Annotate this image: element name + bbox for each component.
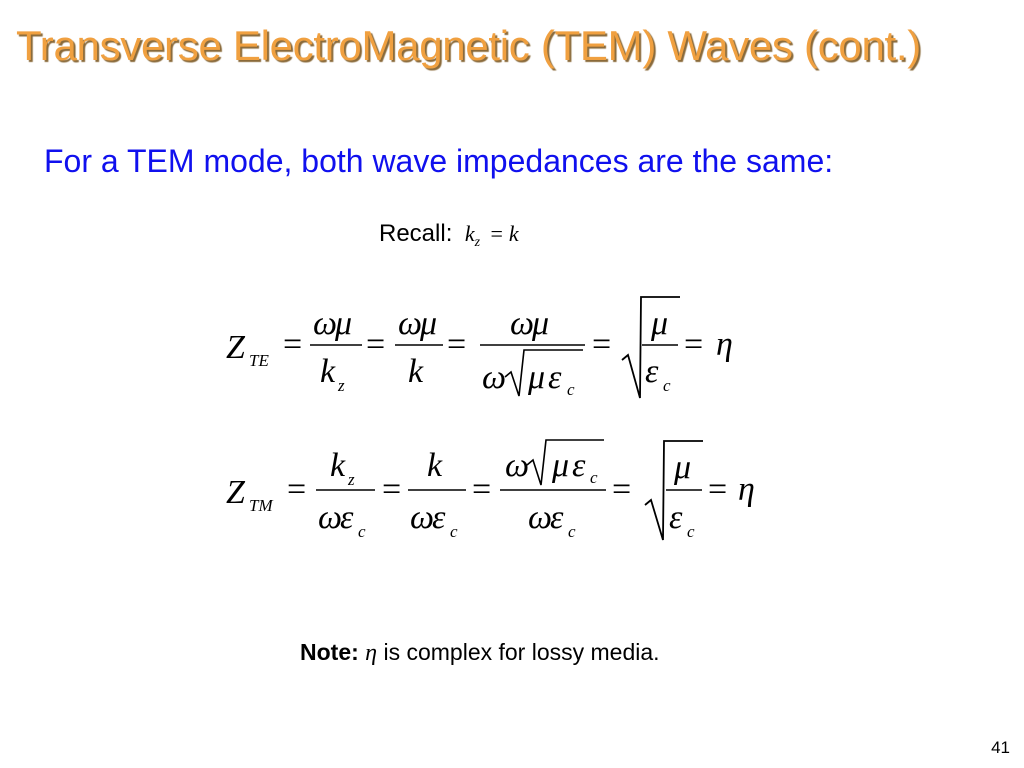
ztm-equals-2: =	[382, 471, 402, 508]
recall-equation	[379, 220, 519, 248]
recall-k: k	[464, 221, 475, 246]
note-label: Note:	[300, 639, 359, 665]
zte-f1-omega: ω	[313, 305, 338, 342]
recall-equals: =	[490, 221, 503, 246]
ztm-f3-mu: μ	[552, 447, 570, 484]
zte-f3-den-eps: ε	[548, 359, 562, 396]
zte-f4-mu: μ	[651, 305, 669, 342]
ztm-equals-3: =	[472, 471, 492, 508]
ztm-f3-den-sub-c: c	[568, 522, 576, 541]
zte-f1-k: k	[320, 353, 336, 390]
ztm-f3-den-eps: ε	[550, 499, 564, 536]
recall-colon: :	[445, 220, 453, 247]
slide-title: Transverse ElectroMagnetic (TEM) Waves (cont.)	[16, 22, 921, 69]
ztm-f4-mu: μ	[674, 449, 692, 486]
ztm-subscript: TM	[249, 496, 273, 515]
ztm-f1-sub-z: z	[348, 470, 355, 489]
zte-equation	[0, 285, 1024, 415]
zte-f4-sub-c: c	[663, 376, 671, 395]
zte-f3-omega: ω	[510, 305, 535, 342]
zte-z: Z	[226, 329, 245, 366]
ztm-f2-omega: ω	[410, 499, 435, 536]
zte-equals-3: =	[447, 326, 467, 363]
zte-f3-mu: μ	[532, 305, 550, 342]
recall-subscript-z: z	[474, 235, 481, 250]
ztm-f2-k: k	[427, 447, 443, 484]
ztm-equals-4: =	[612, 471, 632, 508]
ztm-f4-sub-c: c	[687, 522, 695, 541]
ztm-equals-5: =	[708, 471, 728, 508]
ztm-eta: η	[738, 471, 755, 508]
ztm-f3-sub-c: c	[590, 468, 598, 487]
ztm-z: Z	[226, 474, 245, 511]
zte-f1-sub-z: z	[338, 376, 345, 395]
zte-f3-sub-c: c	[567, 380, 575, 399]
ztm-f1-eps: ε	[340, 499, 354, 536]
note-eta-symbol: η	[365, 640, 378, 666]
ztm-f3-eps: ε	[572, 447, 586, 484]
zte-equals-1: =	[283, 326, 303, 363]
zte-equals-2: =	[366, 326, 386, 363]
ztm-equation	[0, 430, 1024, 550]
zte-f2-mu: μ	[420, 305, 438, 342]
zte-equals-5: =	[684, 326, 704, 363]
zte-f2-k: k	[408, 353, 424, 390]
zte-eta: η	[716, 326, 733, 363]
ztm-f2-eps: ε	[432, 499, 446, 536]
note	[300, 639, 660, 667]
ztm-f1-omega: ω	[318, 499, 343, 536]
zte-f1-mu: μ	[335, 305, 353, 342]
zte-f3-den-omega: ω	[482, 359, 507, 396]
note-text: is complex for lossy media.	[377, 639, 660, 665]
zte-f3-den-mu: μ	[528, 359, 546, 396]
ztm-f3-den-omega: ω	[528, 499, 553, 536]
zte-subscript: TE	[249, 351, 269, 370]
intro-text: For a TEM mode, both wave impedances are the same:	[44, 143, 834, 179]
page-number: 41	[991, 738, 1010, 757]
ztm-f1-sub-c: c	[358, 522, 366, 541]
ztm-f1-k: k	[330, 447, 346, 484]
recall-label: Recall	[379, 220, 446, 247]
ztm-f4-eps: ε	[669, 499, 683, 536]
recall-rhs-k: k	[508, 221, 519, 246]
zte-equals-4: =	[592, 326, 612, 363]
ztm-f2-sub-c: c	[450, 522, 458, 541]
zte-f4-eps: ε	[645, 353, 659, 390]
zte-f2-omega: ω	[398, 305, 423, 342]
ztm-f3-omega: ω	[505, 447, 530, 484]
ztm-equals-1: =	[287, 471, 307, 508]
